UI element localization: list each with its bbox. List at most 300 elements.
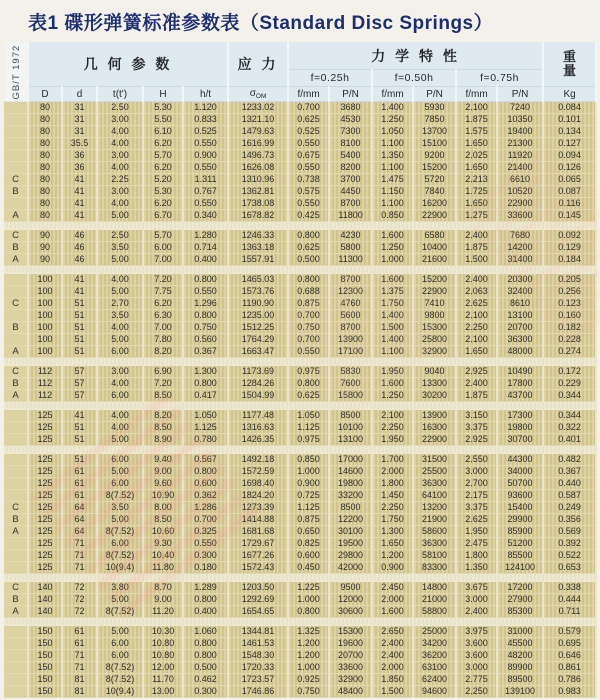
- data-cell: 2.775: [456, 674, 497, 686]
- group-separator: [4, 574, 596, 582]
- data-cell: 1.250: [372, 114, 413, 126]
- data-cell: 0.625: [288, 114, 329, 126]
- data-cell: 46: [62, 242, 97, 254]
- series-letter-cell: [4, 422, 28, 434]
- data-cell: 5930: [413, 102, 456, 114]
- table-row: [4, 346, 596, 358]
- table-row: [4, 582, 596, 594]
- data-cell: 0.129: [543, 242, 596, 254]
- data-cell: 41: [62, 186, 97, 198]
- data-cell: 9040: [413, 366, 456, 378]
- data-cell: 0.800: [288, 378, 329, 390]
- data-cell: 12.00: [143, 662, 183, 674]
- data-cell: 0.900: [288, 478, 329, 490]
- data-cell: 0.123: [543, 298, 596, 310]
- data-cell: 2.925: [456, 434, 497, 446]
- data-cell: 7600: [329, 378, 372, 390]
- data-cell: 1.000: [288, 594, 329, 606]
- data-cell: 0.522: [543, 550, 596, 562]
- table-row: [4, 198, 596, 210]
- table-row: [4, 478, 596, 490]
- data-cell: 3.00: [97, 366, 143, 378]
- data-cell: 11.80: [143, 562, 183, 574]
- data-cell: 4.00: [97, 138, 143, 150]
- data-cell: 0.850: [288, 454, 329, 466]
- data-cell: 1273.39: [228, 502, 288, 514]
- data-cell: 3.975: [456, 626, 497, 638]
- data-cell: 5.00: [97, 626, 143, 638]
- series-letter-cell: [4, 198, 28, 210]
- data-cell: 1723.57: [228, 674, 288, 686]
- data-cell: 33600: [329, 662, 372, 674]
- data-cell: 1.100: [372, 162, 413, 174]
- data-cell: 5.00: [97, 286, 143, 298]
- data-cell: 36: [62, 150, 97, 162]
- data-cell: 19500: [329, 538, 372, 550]
- data-cell: 9.30: [143, 538, 183, 550]
- data-cell: 1.950: [372, 366, 413, 378]
- data-cell: 71: [62, 662, 97, 674]
- data-cell: 0.800: [183, 466, 228, 478]
- data-cell: 1465.03: [228, 274, 288, 286]
- data-cell: 61: [62, 638, 97, 650]
- data-cell: 1.575: [456, 126, 497, 138]
- group-separator-band: [4, 222, 596, 230]
- data-cell: 31: [62, 126, 97, 138]
- data-cell: 71: [62, 562, 97, 574]
- table-row: [4, 254, 596, 266]
- data-cell: 19400: [497, 126, 543, 138]
- data-cell: 58800: [413, 606, 456, 618]
- data-cell: 125: [28, 410, 62, 422]
- series-letter-cell: B: [4, 322, 28, 334]
- data-cell: 1.650: [456, 346, 497, 358]
- data-cell: 0.579: [543, 626, 596, 638]
- data-cell: 89900: [497, 662, 543, 674]
- data-cell: 150: [28, 674, 62, 686]
- series-letter-cell: [4, 162, 28, 174]
- series-letter-cell: [4, 150, 28, 162]
- data-cell: 31400: [497, 254, 543, 266]
- data-cell: 29800: [329, 550, 372, 562]
- data-cell: 0.340: [183, 210, 228, 222]
- data-cell: 3.80: [97, 582, 143, 594]
- data-cell: 0.983: [543, 686, 596, 698]
- series-letter-cell: C: [4, 366, 28, 378]
- data-cell: 36300: [497, 334, 543, 346]
- data-cell: 5600: [329, 310, 372, 322]
- data-cell: 6580: [413, 230, 456, 242]
- data-cell: 6.00: [97, 650, 143, 662]
- data-cell: 100: [28, 322, 62, 334]
- data-cell: 43700: [497, 390, 543, 402]
- data-cell: 2.250: [456, 686, 497, 698]
- data-cell: 1720.33: [228, 662, 288, 674]
- data-cell: 1461.53: [228, 638, 288, 650]
- data-cell: 5.30: [143, 102, 183, 114]
- data-cell: 1479.63: [228, 126, 288, 138]
- data-cell: 0.560: [183, 334, 228, 346]
- data-cell: 10.80: [143, 638, 183, 650]
- data-cell: 64: [62, 514, 97, 526]
- data-cell: 0.550: [288, 198, 329, 210]
- data-cell: 0.861: [543, 662, 596, 674]
- data-cell: 0.092: [543, 230, 596, 242]
- data-cell: 0.780: [183, 434, 228, 446]
- data-cell: 17200: [497, 582, 543, 594]
- data-cell: 80: [28, 126, 62, 138]
- data-cell: 36200: [413, 650, 456, 662]
- data-cell: 5.20: [143, 174, 183, 186]
- data-cell: 1.200: [288, 650, 329, 662]
- data-cell: 0.400: [183, 606, 228, 618]
- data-cell: 2.700: [456, 478, 497, 490]
- data-cell: 1.400: [372, 102, 413, 114]
- data-cell: 8500: [329, 410, 372, 422]
- table-row: [4, 366, 596, 378]
- data-cell: 15200: [413, 162, 456, 174]
- col-header-H: H: [143, 87, 183, 102]
- data-cell: 81: [62, 686, 97, 698]
- series-letter-cell: [4, 274, 28, 286]
- data-cell: 0.800: [288, 606, 329, 618]
- data-cell: 15100: [413, 138, 456, 150]
- data-cell: 1.050: [372, 126, 413, 138]
- data-cell: 1.750: [372, 298, 413, 310]
- data-cell: 33200: [329, 490, 372, 502]
- table-row: [4, 550, 596, 562]
- data-cell: 7680: [497, 230, 543, 242]
- data-cell: 32900: [329, 674, 372, 686]
- geometry-group-header: 几 何 参 数: [28, 42, 228, 87]
- data-cell: 2.400: [372, 650, 413, 662]
- col-header-t: t(t'): [97, 87, 143, 102]
- table-row: [4, 454, 596, 466]
- data-cell: 71: [62, 550, 97, 562]
- data-cell: 2.175: [456, 490, 497, 502]
- data-cell: 41: [62, 274, 97, 286]
- data-cell: 0.229: [543, 378, 596, 390]
- data-cell: 48400: [329, 686, 372, 698]
- data-cell: 8.70: [143, 582, 183, 594]
- data-cell: 93600: [497, 490, 543, 502]
- data-cell: 12200: [329, 514, 372, 526]
- standard-label: GB/T 1972: [4, 42, 28, 102]
- data-cell: 0.750: [288, 322, 329, 334]
- data-cell: 7240: [497, 102, 543, 114]
- data-cell: 4.00: [97, 126, 143, 138]
- series-letter-cell: [4, 562, 28, 574]
- data-cell: 1.500: [372, 686, 413, 698]
- data-cell: 1344.81: [228, 626, 288, 638]
- data-cell: 3.600: [456, 650, 497, 662]
- data-cell: 4.00: [97, 274, 143, 286]
- data-cell: 10490: [497, 366, 543, 378]
- data-cell: 112: [28, 366, 62, 378]
- series-letter-cell: A: [4, 526, 28, 538]
- data-cell: 2.213: [456, 174, 497, 186]
- data-cell: 0.700: [288, 310, 329, 322]
- data-cell: 13700: [413, 126, 456, 138]
- data-cell: 62400: [413, 674, 456, 686]
- data-cell: 1.750: [372, 514, 413, 526]
- data-cell: 1492.18: [228, 454, 288, 466]
- data-cell: 12300: [329, 286, 372, 298]
- data-cell: 0.205: [543, 274, 596, 286]
- data-cell: 1292.69: [228, 594, 288, 606]
- data-cell: 0.900: [183, 150, 228, 162]
- data-cell: 10(9.4): [97, 686, 143, 698]
- data-cell: 0.800: [288, 274, 329, 286]
- data-cell: 34200: [413, 638, 456, 650]
- data-cell: 1.325: [288, 626, 329, 638]
- table-row: [4, 674, 596, 686]
- data-cell: 22900: [413, 210, 456, 222]
- data-cell: 9800: [413, 310, 456, 322]
- table-row: [4, 626, 596, 638]
- data-cell: 13100: [497, 310, 543, 322]
- data-cell: 6.90: [143, 366, 183, 378]
- data-cell: 1.450: [372, 490, 413, 502]
- data-cell: 1414.88: [228, 514, 288, 526]
- data-cell: 2.625: [456, 514, 497, 526]
- data-cell: 0.127: [543, 138, 596, 150]
- data-cell: 0.675: [288, 150, 329, 162]
- data-cell: 31000: [497, 626, 543, 638]
- data-cell: 4760: [329, 298, 372, 310]
- data-cell: 1.200: [372, 550, 413, 562]
- table-row: [4, 186, 596, 198]
- data-cell: 100: [28, 346, 62, 358]
- data-cell: 29900: [497, 514, 543, 526]
- data-cell: 35.5: [62, 138, 97, 150]
- data-cell: 90: [28, 242, 62, 254]
- data-cell: 30200: [413, 390, 456, 402]
- data-cell: 1.100: [372, 346, 413, 358]
- data-cell: 100: [28, 286, 62, 298]
- data-cell: 4230: [329, 230, 372, 242]
- data-cell: 31: [62, 102, 97, 114]
- data-cell: 10(9.4): [97, 562, 143, 574]
- data-cell: 51: [62, 334, 97, 346]
- data-cell: 8(7.52): [97, 606, 143, 618]
- data-cell: 64100: [413, 490, 456, 502]
- data-cell: 51: [62, 298, 97, 310]
- table-row: [4, 274, 596, 286]
- data-cell: 1.850: [372, 674, 413, 686]
- data-cell: 81: [62, 674, 97, 686]
- series-letter-cell: [4, 626, 28, 638]
- table-row: [4, 242, 596, 254]
- data-cell: 21900: [413, 514, 456, 526]
- data-cell: 1654.65: [228, 606, 288, 618]
- data-cell: 6.30: [143, 310, 183, 322]
- data-cell: 22900: [497, 198, 543, 210]
- data-cell: 19800: [497, 422, 543, 434]
- data-cell: 1.060: [183, 626, 228, 638]
- series-letter-cell: A: [4, 210, 28, 222]
- data-cell: 2.250: [372, 502, 413, 514]
- data-cell: 112: [28, 378, 62, 390]
- data-cell: 17000: [329, 454, 372, 466]
- data-cell: 0.182: [543, 322, 596, 334]
- weight-char-top: 重: [563, 49, 577, 64]
- data-cell: 13900: [329, 334, 372, 346]
- data-cell: 14600: [329, 466, 372, 478]
- data-cell: 1512.25: [228, 322, 288, 334]
- data-cell: 25800: [413, 334, 456, 346]
- data-cell: 25500: [413, 466, 456, 478]
- series-letter-cell: [4, 550, 28, 562]
- series-letter-cell: [4, 478, 28, 490]
- data-cell: 1.475: [372, 174, 413, 186]
- data-cell: 0.094: [543, 150, 596, 162]
- data-cell: 1.350: [372, 150, 413, 162]
- series-letter-cell: [4, 334, 28, 346]
- data-cell: 80: [28, 102, 62, 114]
- data-cell: 14800: [413, 582, 456, 594]
- data-cell: 1663.47: [228, 346, 288, 358]
- data-cell: 2.100: [456, 334, 497, 346]
- table-row: [4, 538, 596, 550]
- data-cell: 0.344: [543, 390, 596, 402]
- data-cell: 1.280: [183, 230, 228, 242]
- data-cell: 1.000: [288, 466, 329, 478]
- data-cell: 2.50: [97, 102, 143, 114]
- data-cell: 0.646: [543, 650, 596, 662]
- data-cell: 1.650: [456, 198, 497, 210]
- data-cell: 0.750: [288, 686, 329, 698]
- data-cell: 4.00: [97, 410, 143, 422]
- data-cell: 0.116: [543, 198, 596, 210]
- data-cell: 1203.50: [228, 582, 288, 594]
- data-cell: 57: [62, 390, 97, 402]
- data-cell: 7.20: [143, 378, 183, 390]
- data-cell: 2.100: [456, 102, 497, 114]
- data-cell: 16300: [413, 422, 456, 434]
- data-cell: 0.172: [543, 366, 596, 378]
- data-cell: 83300: [413, 562, 456, 574]
- page-title: 表1 碟形弹簧标准参数表（Standard Disc Springs）: [28, 13, 494, 34]
- data-cell: 150: [28, 662, 62, 674]
- data-cell: 4450: [329, 186, 372, 198]
- deflection-level-025: f=0.25h: [288, 70, 372, 87]
- data-cell: 61: [62, 490, 97, 502]
- data-cell: 8.20: [143, 410, 183, 422]
- data-cell: 80: [28, 114, 62, 126]
- data-cell: 0.550: [183, 162, 228, 174]
- data-cell: 1.600: [372, 274, 413, 286]
- data-cell: 0.425: [288, 210, 329, 222]
- data-cell: 1.100: [372, 198, 413, 210]
- table-row: [4, 114, 596, 126]
- data-cell: 3.375: [456, 502, 497, 514]
- series-letter-cell: A: [4, 346, 28, 358]
- data-cell: 61: [62, 478, 97, 490]
- data-cell: 27900: [497, 594, 543, 606]
- data-cell: 3.50: [97, 502, 143, 514]
- data-cell: 36300: [413, 538, 456, 550]
- data-cell: 8700: [329, 198, 372, 210]
- group-separator: [4, 222, 596, 230]
- data-cell: 1173.69: [228, 366, 288, 378]
- col-header-f3: f/mm: [456, 87, 497, 102]
- data-cell: 80: [28, 138, 62, 150]
- data-cell: 1626.08: [228, 162, 288, 174]
- series-letter-cell: [4, 638, 28, 650]
- data-cell: 0.800: [183, 378, 228, 390]
- data-cell: 0.256: [543, 286, 596, 298]
- data-cell: 7.00: [143, 322, 183, 334]
- data-cell: 125: [28, 490, 62, 502]
- data-cell: 10100: [329, 422, 372, 434]
- data-cell: 61: [62, 466, 97, 478]
- data-cell: 1.125: [183, 422, 228, 434]
- data-cell: 1.275: [456, 210, 497, 222]
- data-cell: 1.150: [372, 186, 413, 198]
- data-cell: 8(7.52): [97, 662, 143, 674]
- data-cell: 6.20: [143, 138, 183, 150]
- data-cell: 2.063: [456, 286, 497, 298]
- data-cell: 1.800: [372, 478, 413, 490]
- data-cell: 1.800: [456, 550, 497, 562]
- data-cell: 8.00: [143, 502, 183, 514]
- data-cell: 6.10: [143, 126, 183, 138]
- data-cell: 1698.40: [228, 478, 288, 490]
- data-cell: 0.160: [543, 310, 596, 322]
- group-separator: [4, 266, 596, 274]
- series-letter-cell: B: [4, 242, 28, 254]
- data-cell: 0.440: [543, 478, 596, 490]
- data-cell: 1363.18: [228, 242, 288, 254]
- data-cell: 1764.29: [228, 334, 288, 346]
- series-letter-cell: C: [4, 230, 28, 242]
- data-cell: 5.50: [143, 114, 183, 126]
- data-cell: 3.000: [456, 662, 497, 674]
- data-cell: 4.00: [97, 378, 143, 390]
- data-cell: 0.084: [543, 102, 596, 114]
- data-cell: 15800: [329, 390, 372, 402]
- data-cell: 125: [28, 466, 62, 478]
- data-cell: 1548.30: [228, 650, 288, 662]
- data-cell: 1738.08: [228, 198, 288, 210]
- series-letter-cell: [4, 490, 28, 502]
- data-cell: 1.875: [456, 114, 497, 126]
- data-cell: 1426.35: [228, 434, 288, 446]
- data-cell: 4.00: [97, 162, 143, 174]
- data-cell: 2.025: [456, 150, 497, 162]
- data-cell: 8610: [497, 298, 543, 310]
- data-cell: 11300: [329, 254, 372, 266]
- data-cell: 3.50: [97, 242, 143, 254]
- data-cell: 3680: [329, 102, 372, 114]
- data-cell: 11.20: [143, 606, 183, 618]
- data-cell: 5830: [329, 366, 372, 378]
- data-cell: 2.650: [372, 626, 413, 638]
- col-header-sigma: $\sigma_{OM}$: [228, 87, 288, 102]
- data-cell: 1.050: [183, 410, 228, 422]
- data-cell: 51: [62, 322, 97, 334]
- table-row: [4, 230, 596, 242]
- data-cell: 0.700: [183, 514, 228, 526]
- data-cell: 1.950: [456, 526, 497, 538]
- data-cell: 1.300: [372, 526, 413, 538]
- data-cell: 0.800: [183, 650, 228, 662]
- data-cell: 125: [28, 434, 62, 446]
- weight-char-bottom: 量: [563, 63, 577, 78]
- data-cell: 0.356: [543, 514, 596, 526]
- data-cell: 1.375: [372, 286, 413, 298]
